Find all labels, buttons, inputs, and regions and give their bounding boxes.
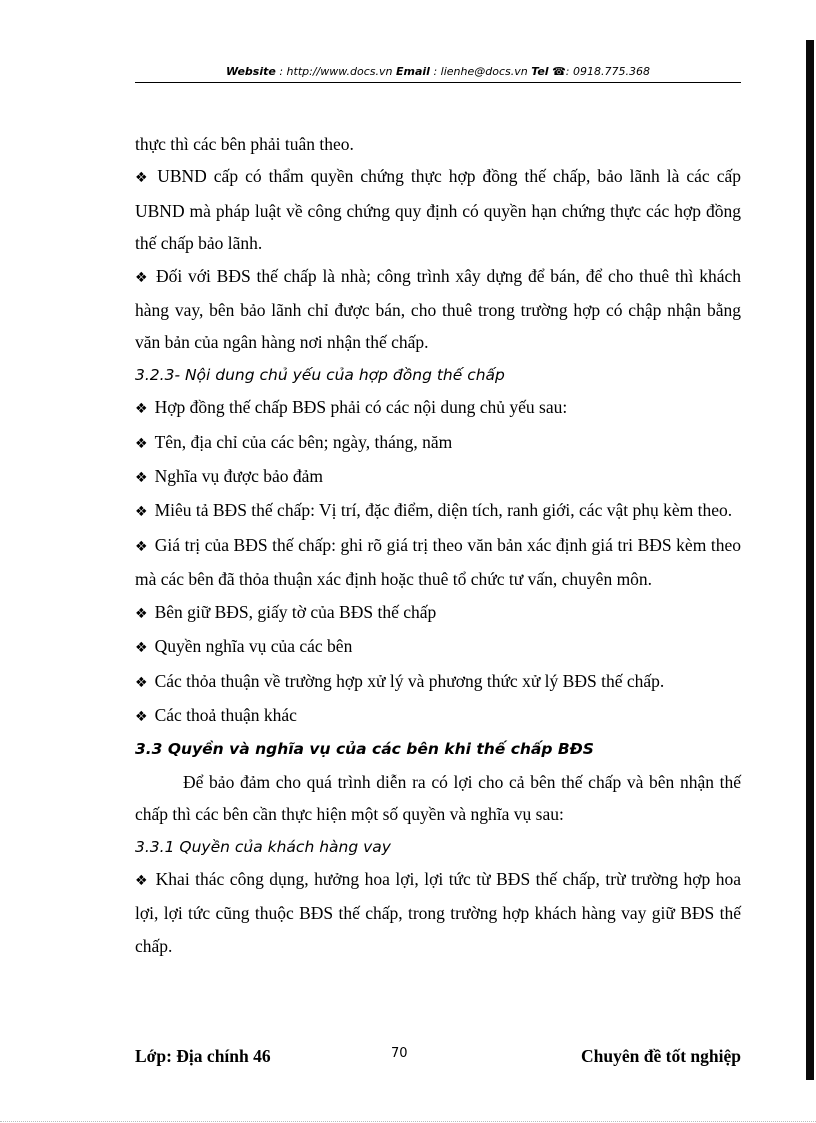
bullet-text: Tên, địa chỉ của các bên; ngày, tháng, năm — [154, 431, 453, 452]
header-rule — [135, 82, 741, 83]
page-number: 70 — [391, 1046, 408, 1061]
bullet-item — [135, 160, 741, 259]
diamond-bullet-icon: ❖ — [135, 269, 149, 286]
email-label: Email — [396, 65, 430, 78]
diamond-bullet-icon: ❖ — [135, 435, 148, 452]
bullet-item — [135, 863, 741, 962]
bullet-text: Hợp đồng thế chấp BĐS phải có các nội dung chủ yếu sau: — [154, 397, 568, 418]
subsection-heading: 3.3.1 Quyền của khách hàng vay — [135, 837, 391, 856]
bullet-text: Khai thác công dụng, hưởng hoa lợi, lợi tức từ BĐS thế chấp, trừ trường hợp hoa lợi, lợi tức cũng thuộc BĐS thế chấp, trong trường hợp khách hàng vay giữ BĐS thế chấp. — [135, 868, 741, 956]
page-bottom-edge — [0, 1121, 816, 1122]
website-label: Website — [226, 65, 276, 78]
bullet-item — [135, 630, 741, 664]
bullet-item — [135, 391, 741, 425]
section-heading: 3.2.3- Nội dung chủ yếu của hợp đồng thế chấp — [135, 365, 505, 384]
bullet-item — [135, 494, 741, 528]
bullet-text: Các thoả thuận khác — [154, 704, 297, 725]
bullet-item — [135, 426, 741, 460]
bullet-text: Bên giữ BĐS, giấy tờ của BĐS thế chấp — [154, 601, 437, 622]
diamond-bullet-icon: ❖ — [135, 605, 148, 622]
bullet-item — [135, 260, 741, 359]
footer-document-title: Chuyên đề tốt nghiệp — [581, 1046, 741, 1066]
phone-icon: ☎ — [552, 65, 566, 78]
diamond-bullet-icon: ❖ — [135, 470, 148, 487]
bullet-text: Quyền nghĩa vụ của các bên — [154, 636, 353, 657]
paragraph: Để bảo đảm cho quá trình diễn ra có lợi cho cả bên thế chấp và bên nhận thế chấp thì các bên cần thực hiện một số quyền và nghĩa vụ sau: — [135, 771, 741, 825]
diamond-bullet-icon: ❖ — [135, 708, 148, 725]
bullet-item — [135, 665, 741, 699]
page-body — [135, 128, 741, 962]
bullet-text: UBND cấp có thẩm quyền chứng thực hợp đồng thế chấp, bảo lãnh là các cấp UBND mà pháp luật về công chứng quy định có quyền hạn chứng thực các hợp đồng thế chấp bảo lãnh. — [135, 166, 741, 254]
tel-value: : 0918.775.368 — [565, 65, 650, 78]
diamond-bullet-icon: ❖ — [135, 640, 148, 657]
bullet-text: Đối với BĐS thế chấp là nhà; công trình xây dựng để bán, để cho thuê thì khách hàng vay, bên bảo lãnh chỉ được bán, cho thuê trong trường hợp có chập nhận bằng văn bản của ngân hàng nơi nhận thế chấp. — [135, 265, 741, 353]
bullet-item — [135, 596, 741, 630]
bullet-text: Nghĩa vụ được bảo đảm — [154, 466, 323, 487]
paragraph: thực thì các bên phải tuân theo. — [135, 134, 354, 154]
bullet-text: Giá trị của BĐS thế chấp: ghi rõ giá trị theo văn bản xác định giá tri BĐS kèm theo mà các bên đã thỏa thuận xác định hoặc thuê tổ chức tư vấn, chuyên môn. — [135, 534, 741, 590]
bullet-text: Các thỏa thuận về trường hợp xử lý và phương thức xử lý BĐS thế chấp. — [154, 670, 665, 691]
diamond-bullet-icon: ❖ — [135, 401, 148, 418]
email-value: : lienhe@docs.vn — [433, 65, 528, 78]
diamond-bullet-icon: ❖ — [135, 538, 148, 555]
bullet-item — [135, 699, 741, 733]
diamond-bullet-icon: ❖ — [135, 674, 148, 691]
bullet-item — [135, 460, 741, 494]
section-heading: 3.3 Quyền và nghĩa vụ của các bên khi thế chấp BĐS — [135, 740, 594, 759]
footer-class-label: Lớp: Địa chính 46 — [135, 1046, 271, 1066]
bullet-item — [135, 529, 741, 596]
page-header — [135, 64, 741, 82]
website-value: : http://www.docs.vn — [279, 65, 393, 78]
page-shadow — [806, 40, 814, 1080]
tel-label: Tel — [531, 65, 549, 78]
bullet-text: Miêu tả BĐS thế chấp: Vị trí, đặc điểm, diện tích, ranh giới, các vật phụ kèm theo. — [154, 500, 733, 521]
diamond-bullet-icon: ❖ — [135, 504, 148, 521]
diamond-bullet-icon: ❖ — [135, 872, 149, 889]
diamond-bullet-icon: ❖ — [135, 170, 151, 187]
